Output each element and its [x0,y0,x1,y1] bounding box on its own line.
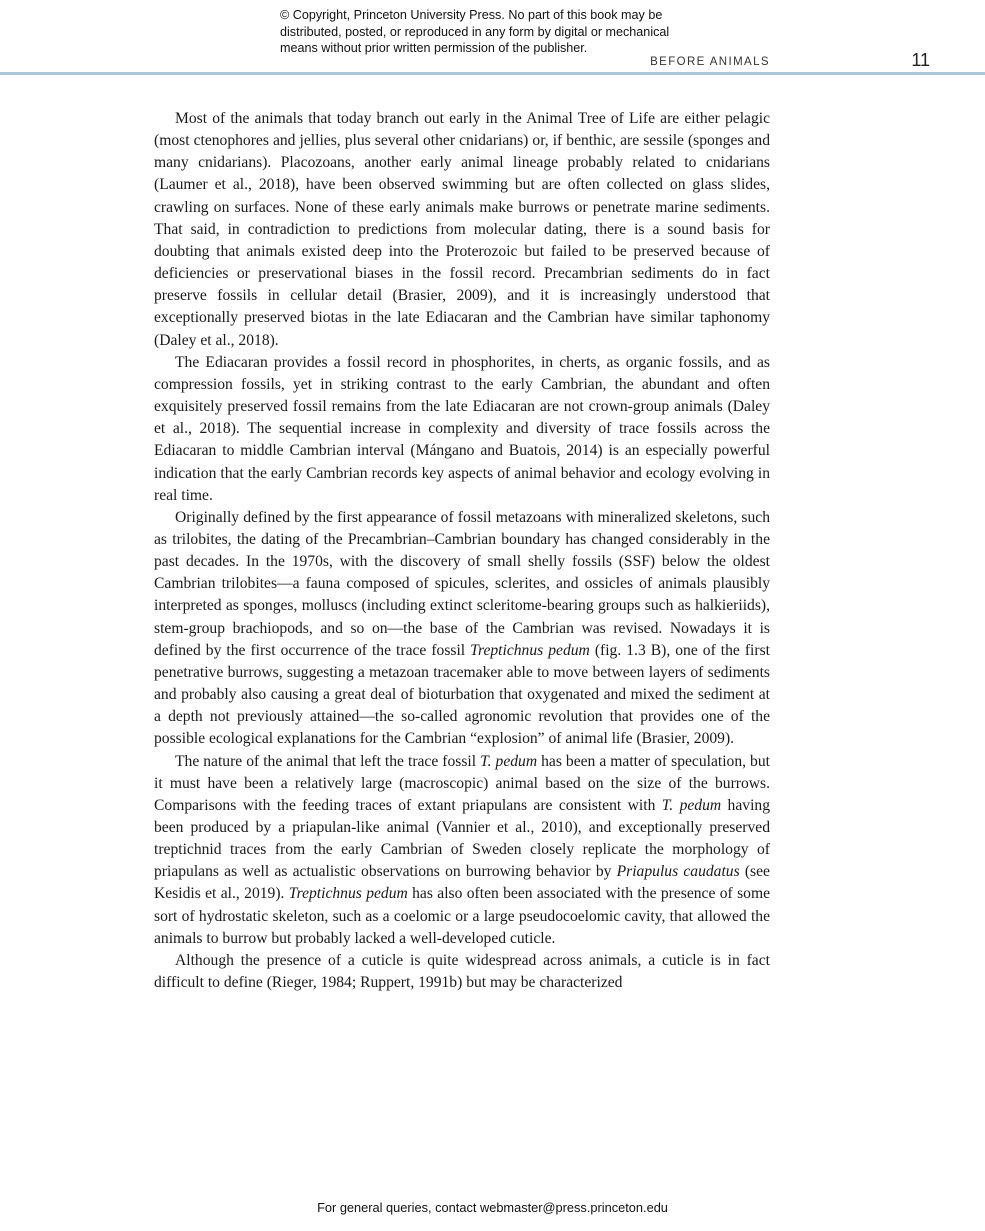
page-number: 11 [911,50,930,70]
body-text [154,108,770,994]
text-run: (fig. 1.3 B), one of the first penetrative burrows, suggesting a metazoan tracemaker able to move between layers of sediments and probably also causing a great deal of bioturbation that oxygenated and mixed the sediment at a depth not previously attained—the so-called agronomic revolution that provides one of the possible ecological explanations for the Cambrian “explosion” of animal life (Brasier, 2009). [154,641,770,748]
text-run: Most of the animals that today branch out early in the Animal Tree of Life are either pelagic (most ctenophores and jellies, plus several other cnidarians) or, if benthic, are sessile (sponges and many cnidarians). Placozoans, another early animal lineage probably related to cnidarians (Laumer et al., 2018), have been observed swimming but are often collected on glass slides, crawling on surfaces. None of these early animals make burrows or penetrate marine sediments. That said, in contradiction to predictions from molecular dating, there is a sound basis for doubting that animals existed deep into the Proterozoic but failed to be preserved because of deficiencies or preservational biases in the fossil record. Precambrian sediments do in fact preserve fossils in cellular detail (Brasier, 2009), and it is increasingly understood that exceptionally preserved biotas in the late Ediacaran and the Cambrian have similar taphonomy (Daley et al., 2018). [154,110,770,349]
paragraph [154,751,770,950]
text-run: has been a matter of speculation, but it must have been a relatively large (macroscopic) animal based on the size of the burrows. Comparisons with the feeding traces of extant priapulans are consistent with [154,752,770,814]
paragraph [154,108,770,352]
text-run: Although the presence of a cuticle is quite widespread across animals, a cuticle is in fact difficult to define (Rieger, 1984; Ruppert, 1991b) but may be characterized [154,951,770,992]
italic-text: Treptichnus pedum [470,641,590,659]
text-run: has also often been associated with the presence of some sort of hydrostatic skeleton, such as a coelomic or a large pseudocoelomic cavity, that allowed the animals to burrow but probably lacked a well-developed cuticle. [154,885,770,947]
paragraph [154,507,770,751]
text-run: (see Kesidis et al., 2019). [154,863,770,903]
copyright-line: means without prior written permission of the publisher. [280,41,588,55]
italic-text: Priapulus caudatus [616,863,740,881]
text-run: The nature of the animal that left the trace fossil [175,752,481,770]
text-run: Originally defined by the first appearance of fossil metazoans with mineralized skeletons, such as trilobites, the dating of the Precambrian–Cambrian boundary has changed considerably in the past decades. In the 1970s, with the discovery of small shelly fossils (SSF) below the oldest Cambrian trilobites—a fauna composed of spicules, sclerites, and ossicles of animals plausibly interpreted as sponges, molluscs (including extinct scleritome-bearing groups such as halkieriids), stem-group brachiopods, and so on—the base of the Cambrian was revised. Nowadays it is defined by the first occurrence of the trace fossil [154,508,770,659]
paragraph [154,352,770,507]
copyright-line: © Copyright, Princeton University Press. No part of this book may be [280,8,663,22]
copyright-notice [280,7,750,57]
copyright-line: distributed, posted, or reproduced in any form by digital or mechanical [280,24,670,39]
italic-text: T. pedum [661,796,722,814]
text-run: The Ediacaran provides a fossil record in phosphorites, in cherts, as organic fossils, and as compression fossils, yet in striking contrast to the early Cambrian, the abundant and often exquisitely preserved fossil remains from the late Ediacaran are not crown-group animals (Daley et al., 2018). The sequential increase in complexity and diversity of trace fossils across the Ediacaran to middle Cambrian interval (Mángano and Buatois, 2014) is an especially powerful indication that the early Cambrian records key aspects of animal behavior and ecology evolving in real time. [154,353,770,504]
text-run: having been produced by a priapulan-like animal (Vannier et al., 2010), and exceptionally preserved treptichnid traces from the early Cambrian of Sweden closely replicate the morphology of priapulans as well as actualistic observations on burrowing behavior by [154,796,770,881]
running-head: BEFORE ANIMALS [650,56,770,68]
header-rule [0,72,985,75]
italic-text: Treptichnus pedum [288,885,408,903]
paragraph [154,950,770,994]
italic-text: T. pedum [480,752,538,770]
footer-contact: For general queries, contact webmaster@press.princeton.edu [317,1200,668,1215]
